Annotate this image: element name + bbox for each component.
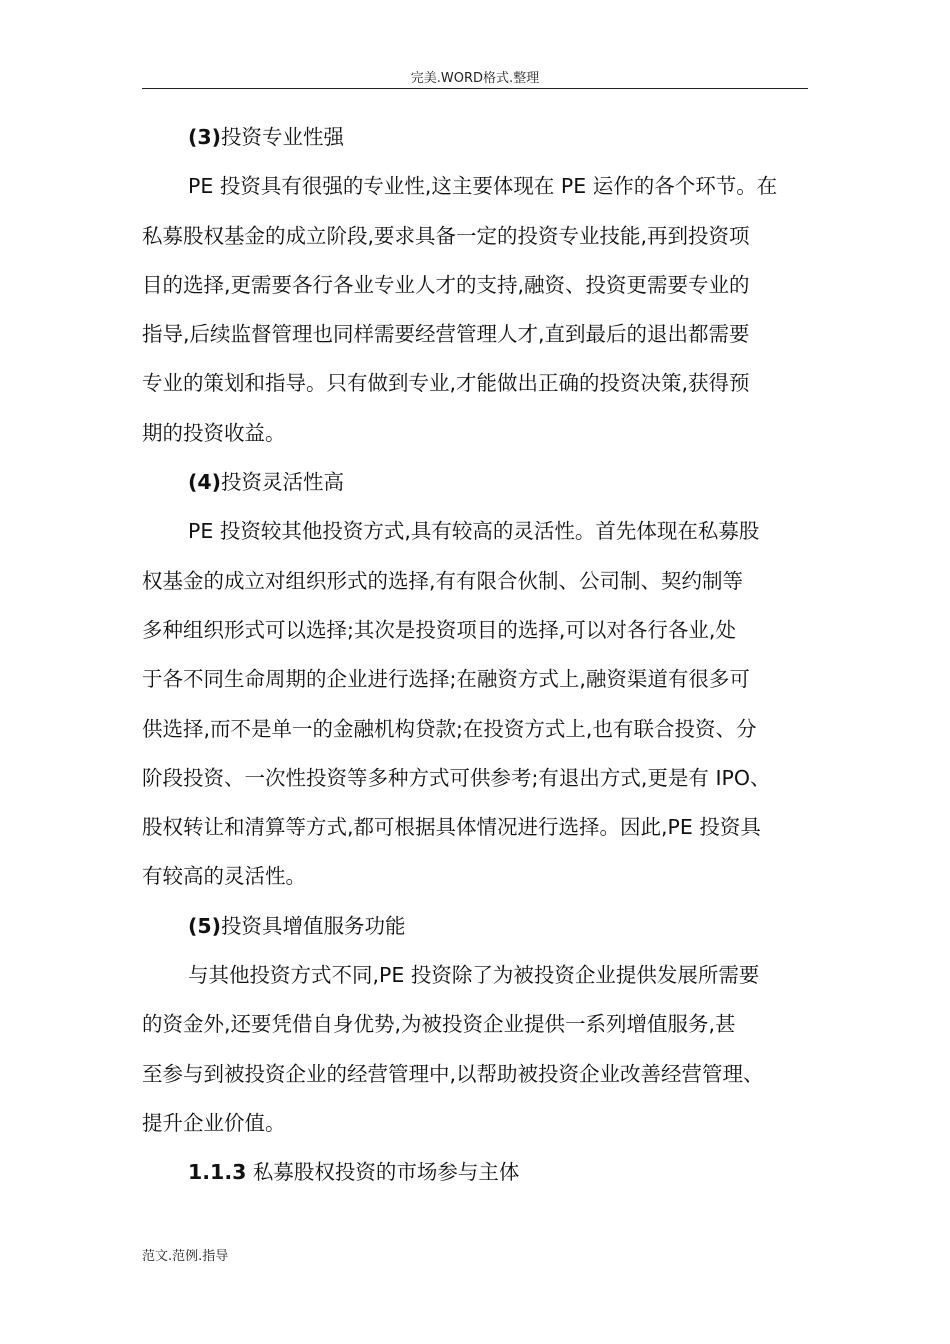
paragraph-line: 于各不同生命周期的企业进行选择;在融资方式上,融资渠道有很多可 bbox=[142, 667, 750, 692]
paragraph-line: 的资金外,还要凭借自身优势,为被投资企业提供一系列增值服务,甚 bbox=[142, 1012, 736, 1037]
paragraph-line: 目的选择,更需要各行各业专业人才的支持,融资、投资更需要专业的 bbox=[142, 272, 750, 297]
header-rule bbox=[142, 88, 808, 89]
section-heading-number: (3) bbox=[188, 125, 222, 149]
paragraph-line: 期的投资收益。 bbox=[142, 420, 286, 445]
paragraph-line: 阶段投资、一次性投资等多种方式可供参考;有退出方式,更是有 IPO、 bbox=[142, 765, 771, 790]
section-heading-4 bbox=[142, 458, 808, 507]
document-body bbox=[142, 113, 808, 1198]
section-heading-number: (4) bbox=[188, 470, 222, 495]
paragraph-line: 多种组织形式可以选择;其次是投资项目的选择,可以对各行各业,处 bbox=[142, 617, 736, 642]
section-heading-5 bbox=[142, 902, 808, 951]
section-heading-number: (5) bbox=[188, 913, 222, 938]
paragraph-line: 至参与到被投资企业的经营管理中,以帮助被投资企业改善经营管理、 bbox=[142, 1061, 764, 1086]
subsection-heading bbox=[142, 1148, 808, 1197]
section-heading-3 bbox=[142, 113, 808, 162]
subsection-number: 1.1.3 bbox=[188, 1160, 247, 1185]
paragraph-line: PE 投资较其他投资方式,具有较高的灵活性。首先体现在私募股 bbox=[188, 519, 760, 544]
paragraph-line: 指导,后续监督管理也同样需要经营管理人才,直到最后的退出都需要 bbox=[142, 322, 750, 347]
subsection-title: 私募股权投资的市场参与主体 bbox=[246, 1160, 520, 1185]
paragraph-line: 供选择,而不是单一的金融机构贷款;在投资方式上,也有联合投资、分 bbox=[142, 716, 757, 741]
paragraph-line: 与其他投资方式不同,PE 投资除了为被投资企业提供发展所需要 bbox=[188, 963, 760, 988]
paragraph-line: PE 投资具有很强的专业性,这主要体现在 PE 运作的各个环节。在 bbox=[188, 174, 778, 199]
paragraph-line: 权基金的成立对组织形式的选择,有有限合伙制、公司制、契约制等 bbox=[142, 568, 744, 593]
section-heading-text: 投资灵活性高 bbox=[221, 470, 345, 495]
section-heading-text: 投资具增值服务功能 bbox=[221, 913, 406, 938]
page-footer: 范文.范例.指导 bbox=[142, 1249, 229, 1264]
section-heading-text: 投资专业性强 bbox=[221, 125, 345, 149]
paragraph-line: 专业的策划和指导。只有做到专业,才能做出正确的投资决策,获得预 bbox=[142, 371, 750, 396]
paragraph-line: 私募股权基金的成立阶段,要求具备一定的投资专业技能,再到投资项 bbox=[142, 223, 750, 248]
paragraph-line: 股权转让和清算等方式,都可根据具体情况进行选择。因此,PE 投资具 bbox=[142, 815, 761, 840]
paragraph-line: 有较高的灵活性。 bbox=[142, 864, 306, 889]
header-text: 完美.WORD格式.整理 bbox=[410, 71, 540, 86]
page-header bbox=[142, 0, 808, 91]
paragraph-line: 提升企业价值。 bbox=[142, 1110, 286, 1135]
